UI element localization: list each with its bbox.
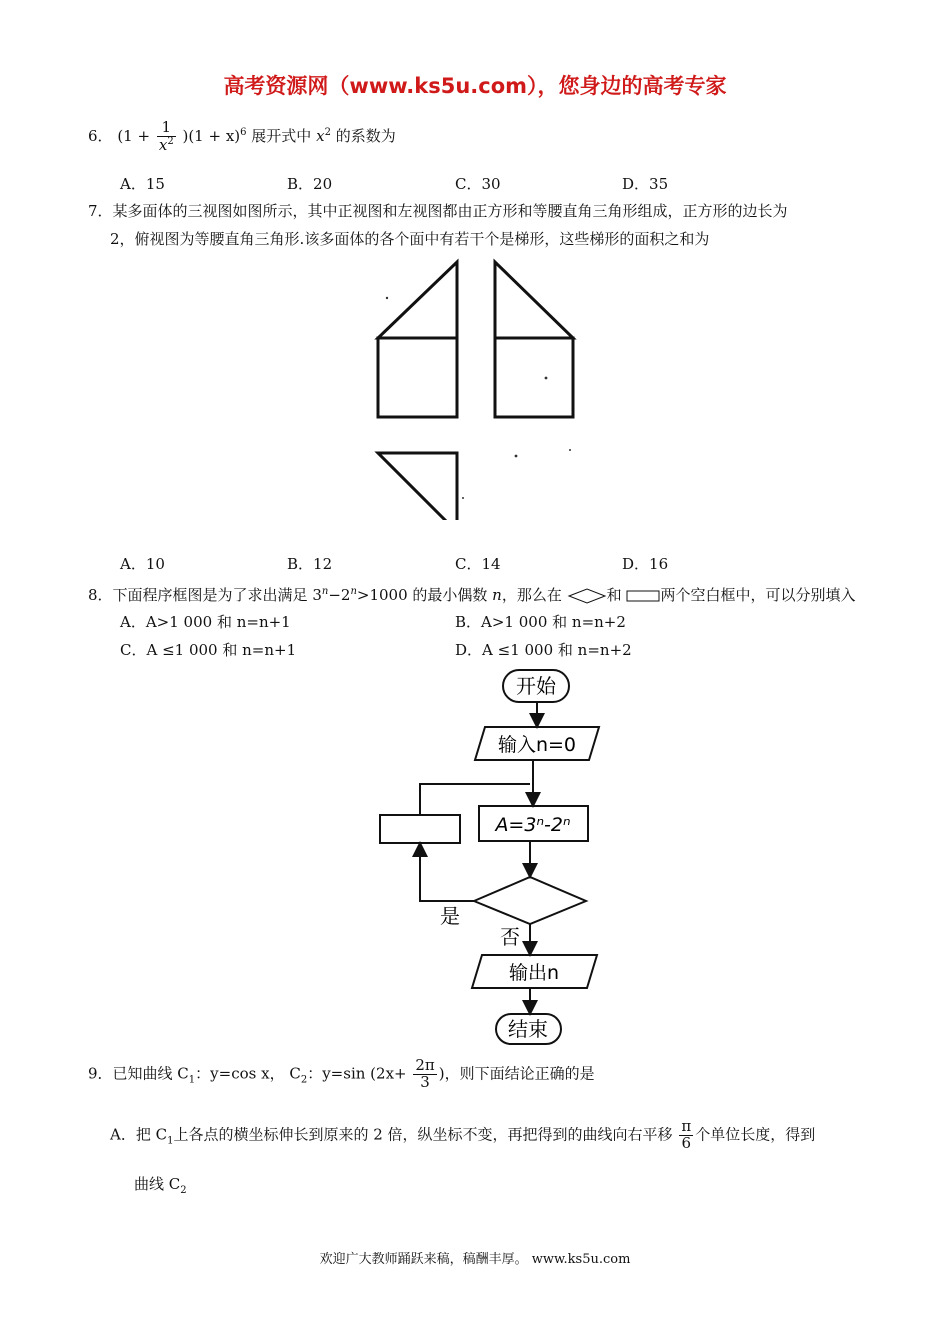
subscript: 2 (300, 1074, 308, 1086)
blank-decision-diamond (474, 877, 586, 924)
rectangle-shape-icon (626, 590, 660, 602)
option-a: A．15 (120, 175, 165, 193)
yes-label: 是 (440, 904, 460, 928)
front-view-square (378, 338, 457, 417)
exponent: 6 (240, 126, 247, 138)
stem-text: 两个空白框中，可以分别填入 (660, 586, 856, 604)
math-expr: )(1 + x) (182, 126, 241, 145)
var-x: x (158, 135, 168, 154)
stem-text: 上各点的横坐标伸长到原来的 2 倍，纵坐标不变，再把得到的曲线向右平移 (173, 1125, 673, 1144)
fraction-denominator: 3 (420, 1072, 430, 1091)
stem-text: 的系数为 (335, 126, 396, 145)
side-view-square (495, 338, 573, 417)
exponent: 2 (324, 126, 331, 138)
question-8-stem (88, 582, 855, 605)
front-view-triangle (378, 262, 457, 338)
question-number: 6． (88, 126, 113, 145)
exponent: 2 (167, 135, 174, 147)
exponent: n (350, 586, 357, 597)
stem-text: ，那么在 (501, 586, 562, 604)
blank-process-box (380, 815, 460, 843)
question-7-line2: 2，俯视图为等腰直角三角形.该多面体的各个面中有若干个是梯形，这些梯形的面积之和为 (110, 230, 710, 248)
stem-text: ：y=sin (2x+ (307, 1064, 407, 1083)
var-n: n (492, 586, 502, 604)
option-b: B．A>1 000 和 n=n+2 (455, 613, 626, 631)
option-b: B．12 (287, 555, 333, 573)
stem-text: −2 (328, 586, 351, 604)
fraction-numerator: 1 (157, 120, 176, 137)
stem-text: ：y=cos x， C (195, 1064, 301, 1083)
no-label: 否 (500, 925, 520, 949)
top-view-triangle (378, 453, 457, 520)
fraction-denominator: 6 (681, 1133, 692, 1152)
stem-text: )，则下面结论正确的是 (438, 1064, 595, 1083)
stem-text: 9．已知曲线 C (88, 1064, 189, 1083)
page-footer: 欢迎广大教师踊跃来稿，稿酬丰厚。 www.ks5u.com (319, 1252, 631, 1267)
fraction-numerator: 2π (415, 1056, 435, 1074)
option-c: C．30 (455, 175, 501, 193)
stem-text: 曲线 C (134, 1175, 181, 1193)
assign-label: A=3ⁿ-2ⁿ (495, 814, 571, 836)
math-expr: (1 + (117, 126, 151, 145)
stem-text: 个单位长度，得到 (695, 1125, 816, 1144)
subscript: 2 (180, 1185, 187, 1196)
site-header-title: 高考资源网（www.ks5u.com），您身边的高考专家 (223, 74, 727, 98)
stem-text: 展开式中 (251, 126, 312, 145)
side-view-triangle (495, 262, 573, 338)
fraction-denominator (157, 137, 176, 154)
subscript: 1 (167, 1135, 174, 1147)
flowchart (370, 665, 620, 1050)
input-label: 输入n=0 (497, 734, 577, 756)
diamond-shape-icon (567, 588, 607, 604)
stem-text: >1000 的最小偶数 (356, 586, 493, 604)
subscript: 1 (188, 1074, 196, 1086)
stem-text: A．把 C (110, 1125, 168, 1144)
var-x: x (316, 126, 325, 145)
start-label: 开始 (516, 674, 556, 698)
option-a (110, 1119, 815, 1152)
option-a: A．A>1 000 和 n=n+1 (120, 613, 291, 631)
end-label: 结束 (508, 1017, 548, 1041)
option-d: D．16 (622, 555, 669, 573)
question-6-stem (88, 120, 396, 154)
option-a-line2 (134, 1174, 187, 1201)
fraction (679, 1119, 693, 1152)
stem-text: 和 (606, 586, 622, 604)
option-b: B．20 (287, 175, 333, 193)
option-d: D．A ≤1 000 和 n=n+2 (455, 641, 632, 659)
option-c: C．14 (455, 555, 501, 573)
exponent: n (321, 586, 329, 597)
option-c: C．A ≤1 000 和 n=n+1 (120, 641, 297, 659)
option-d: D．35 (622, 175, 669, 193)
stem-text: 8．下面程序框图是为了求出满足 3 (88, 586, 322, 604)
fraction (413, 1058, 436, 1091)
question-7-line1: 7．某多面体的三视图如图所示，其中正视图和左视图都由正方形和等腰直角三角形组成，正方形的边长为 (88, 202, 788, 220)
output-label: 输出n (508, 962, 560, 984)
three-view-diagram (360, 250, 600, 520)
option-a: A．10 (120, 555, 165, 573)
question-9-stem (88, 1058, 595, 1091)
fraction (157, 120, 176, 154)
fraction-numerator: π (681, 1117, 692, 1135)
